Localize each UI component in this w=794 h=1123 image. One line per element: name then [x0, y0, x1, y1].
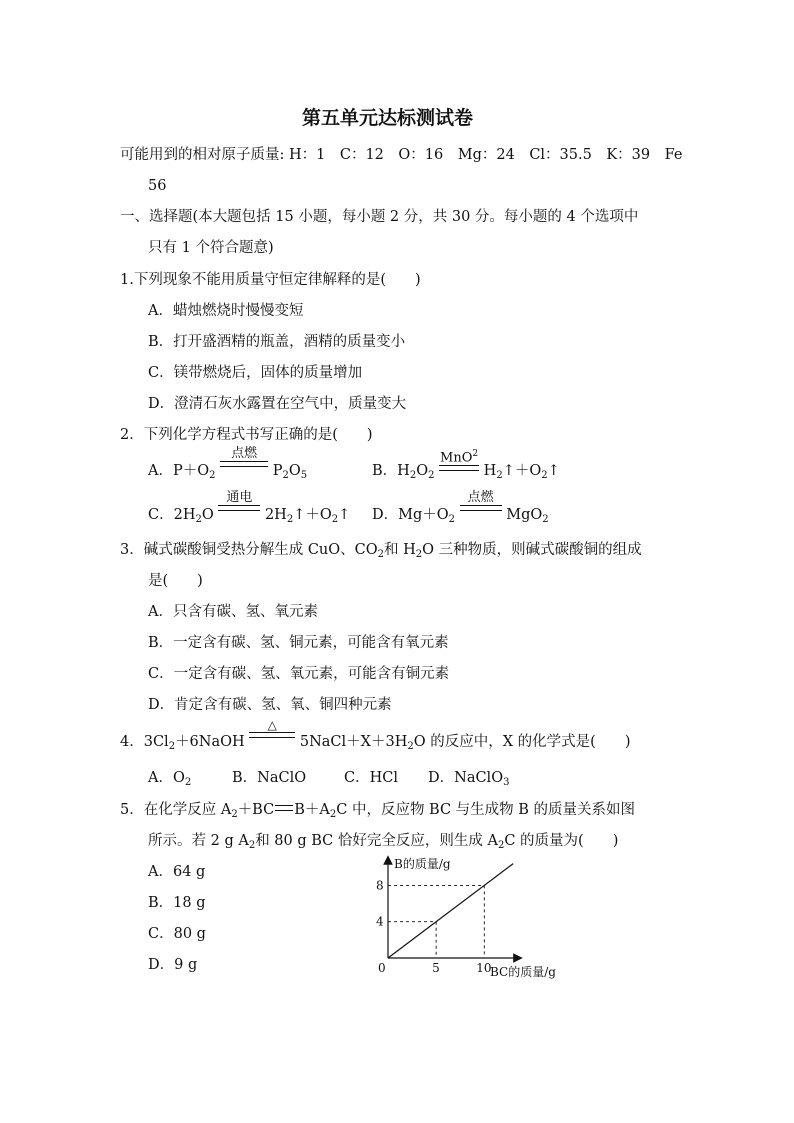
x-tick-label: 5 [432, 961, 440, 975]
question-4-option-d: D．NaClO$_3$ [428, 770, 510, 788]
stem-part: ＋6NaOH [175, 734, 245, 750]
reaction-condition: 点燃 [231, 446, 258, 461]
question-3-option-c: C．一定含有碳、氢、氧元素，可能含有铜元素 [148, 666, 450, 682]
question-1-stem: 1.下列现象不能用质量守恒定律解释的是( ) [120, 272, 421, 288]
option-c-products: 2H [264, 507, 287, 523]
x-axis-label: BC的质量/g [490, 965, 556, 979]
heat-symbol: △ [267, 718, 277, 732]
option-b-products: H [483, 463, 497, 479]
reaction-condition: 通电 [226, 490, 253, 505]
question-3-option-d: D．肯定含有碳、氢、氧、铜四种元素 [148, 697, 392, 713]
reaction-condition: 点燃 [467, 490, 494, 505]
x-tick-label: 10 [476, 961, 492, 975]
stem-part: 3．碱式碳酸铜受热分解生成 CuO、CO [120, 542, 378, 558]
stem-part: 4．3Cl [120, 734, 169, 750]
question-2-option-c: C．$2H_2O$ 通电 $2H_2↑+O_2↑$ [148, 490, 351, 525]
atomic-mass-line-1: 可能用到的相对原子质量: H：1 C：12 O：16 Mg：24 Cl：35.5 K：39 Fe [120, 147, 683, 163]
y-tick-label: 4 [376, 914, 384, 929]
question-1-option-c: C．镁带燃烧后，固体的质量增加 [148, 365, 363, 381]
equals-sign [275, 805, 293, 811]
option-a-products: P [272, 463, 283, 479]
catalyst-label: MnO [440, 450, 473, 466]
question-3-option-a: A．只含有碳、氢、氧元素 [148, 604, 318, 620]
question-2-stem: 2．下列化学方程式书写正确的是( ) [120, 427, 373, 443]
stem-part: 5NaCl＋X＋3H [299, 734, 408, 750]
question-5-option-c: C．80 g [148, 926, 206, 942]
question-1-option-b: B．打开盛酒精的瓶盖，酒精的质量变小 [148, 334, 406, 350]
question-5-stem-line-2: 所示。若 2 g $A_2$和 80 g BC 恰好完全反应，则生成 $A_2C$ 的质量为( ) [148, 833, 619, 851]
option-b-reactants: B．H [372, 463, 410, 479]
mass-relation-chart [360, 852, 600, 982]
question-1-option-a: A．蜡烛燃烧时慢慢变短 [148, 303, 304, 319]
option-c-reactants: C．2H [148, 507, 196, 523]
stem-part: 所示。若 2 g A [148, 833, 249, 849]
atomic-mass-line-2: 56 [148, 178, 167, 194]
option-d-products: MgO [506, 507, 543, 523]
option-text: A．O [148, 770, 185, 786]
stem-part: 和 H [384, 542, 416, 558]
page-title: 第五单元达标测试卷 [302, 107, 474, 129]
y-axis-label: B的质量/g [394, 857, 451, 871]
question-2-option-a: A．$P+O_2$ 点燃 $P_2O_5$ [148, 446, 308, 481]
series-line [388, 864, 513, 958]
stem-part: O 的反应中，X 的化学式是( ) [413, 734, 631, 750]
question-3-stem-line-1: 3．碱式碳酸铜受热分解生成 CuO、$CO_2$和 $H_2O$ 三种物质，则碱式碳酸铜的组成 [120, 542, 642, 560]
x-tick-label: 0 [378, 961, 386, 975]
stem-part: 和 80 g BC 恰好完全反应，则生成 A [255, 833, 498, 849]
section-heading-line-2: 只有 1 个符合题意) [148, 240, 274, 256]
option-text: D．NaClO [428, 770, 504, 786]
y-tick-label: 8 [376, 878, 384, 893]
option-d-reactants: D．Mg＋O [372, 507, 449, 523]
question-5-option-b: B．18 g [148, 895, 206, 911]
question-5-option-a: A．64 g [148, 864, 206, 880]
stem-part: 5．在化学反应 A [120, 802, 232, 818]
question-4-option-b: B．NaClO [232, 770, 307, 786]
question-1-option-d: D．澄清石灰水露置在空气中，质量变大 [148, 396, 407, 412]
option-a-reactants: A．P＋O [148, 463, 210, 479]
question-4-option-c: C．HCl [344, 770, 398, 786]
question-2-option-d: D．$Mg+O_2$ 点燃 MgO$_2$ [372, 490, 549, 525]
stem-part: C 中，反应物 BC 与生成物 B 的质量关系如图 [336, 802, 636, 818]
stem-part: C 的质量为( ) [504, 833, 619, 849]
section-heading-line-1: 一、选择题(本大题包括 15 小题，每小题 2 分，共 30 分。每小题的 4 个选项中 [120, 209, 639, 225]
question-4-option-a: A．$O_2$ [148, 770, 192, 788]
stem-part: ＋BC [237, 802, 275, 818]
question-2-option-b: B．$H_2O_2$ MnO$^2$ $H_2↑+O_2↑$ [372, 449, 560, 481]
question-3-option-b: B．一定含有碳、氢、铜元素，可能含有氧元素 [148, 635, 449, 651]
question-4-stem: 4．$3Cl_2+6NaOH$ △ $5NaCl+X+3H_2O$ 的反应中，X 的化学式是( ) [120, 718, 631, 752]
question-5-option-d: D．9 g [148, 957, 198, 973]
stem-part: B＋A [294, 802, 330, 818]
question-3-stem-line-2: 是( ) [148, 573, 203, 589]
stem-part: O 三种物质，则碱式碳酸铜的组成 [422, 542, 642, 558]
question-5-stem-line-1: 5．在化学反应 $A_2+BC$ $B+A_2C$ 中，反应物 BC 与生成物 B 的质量关系如图 [120, 802, 636, 820]
